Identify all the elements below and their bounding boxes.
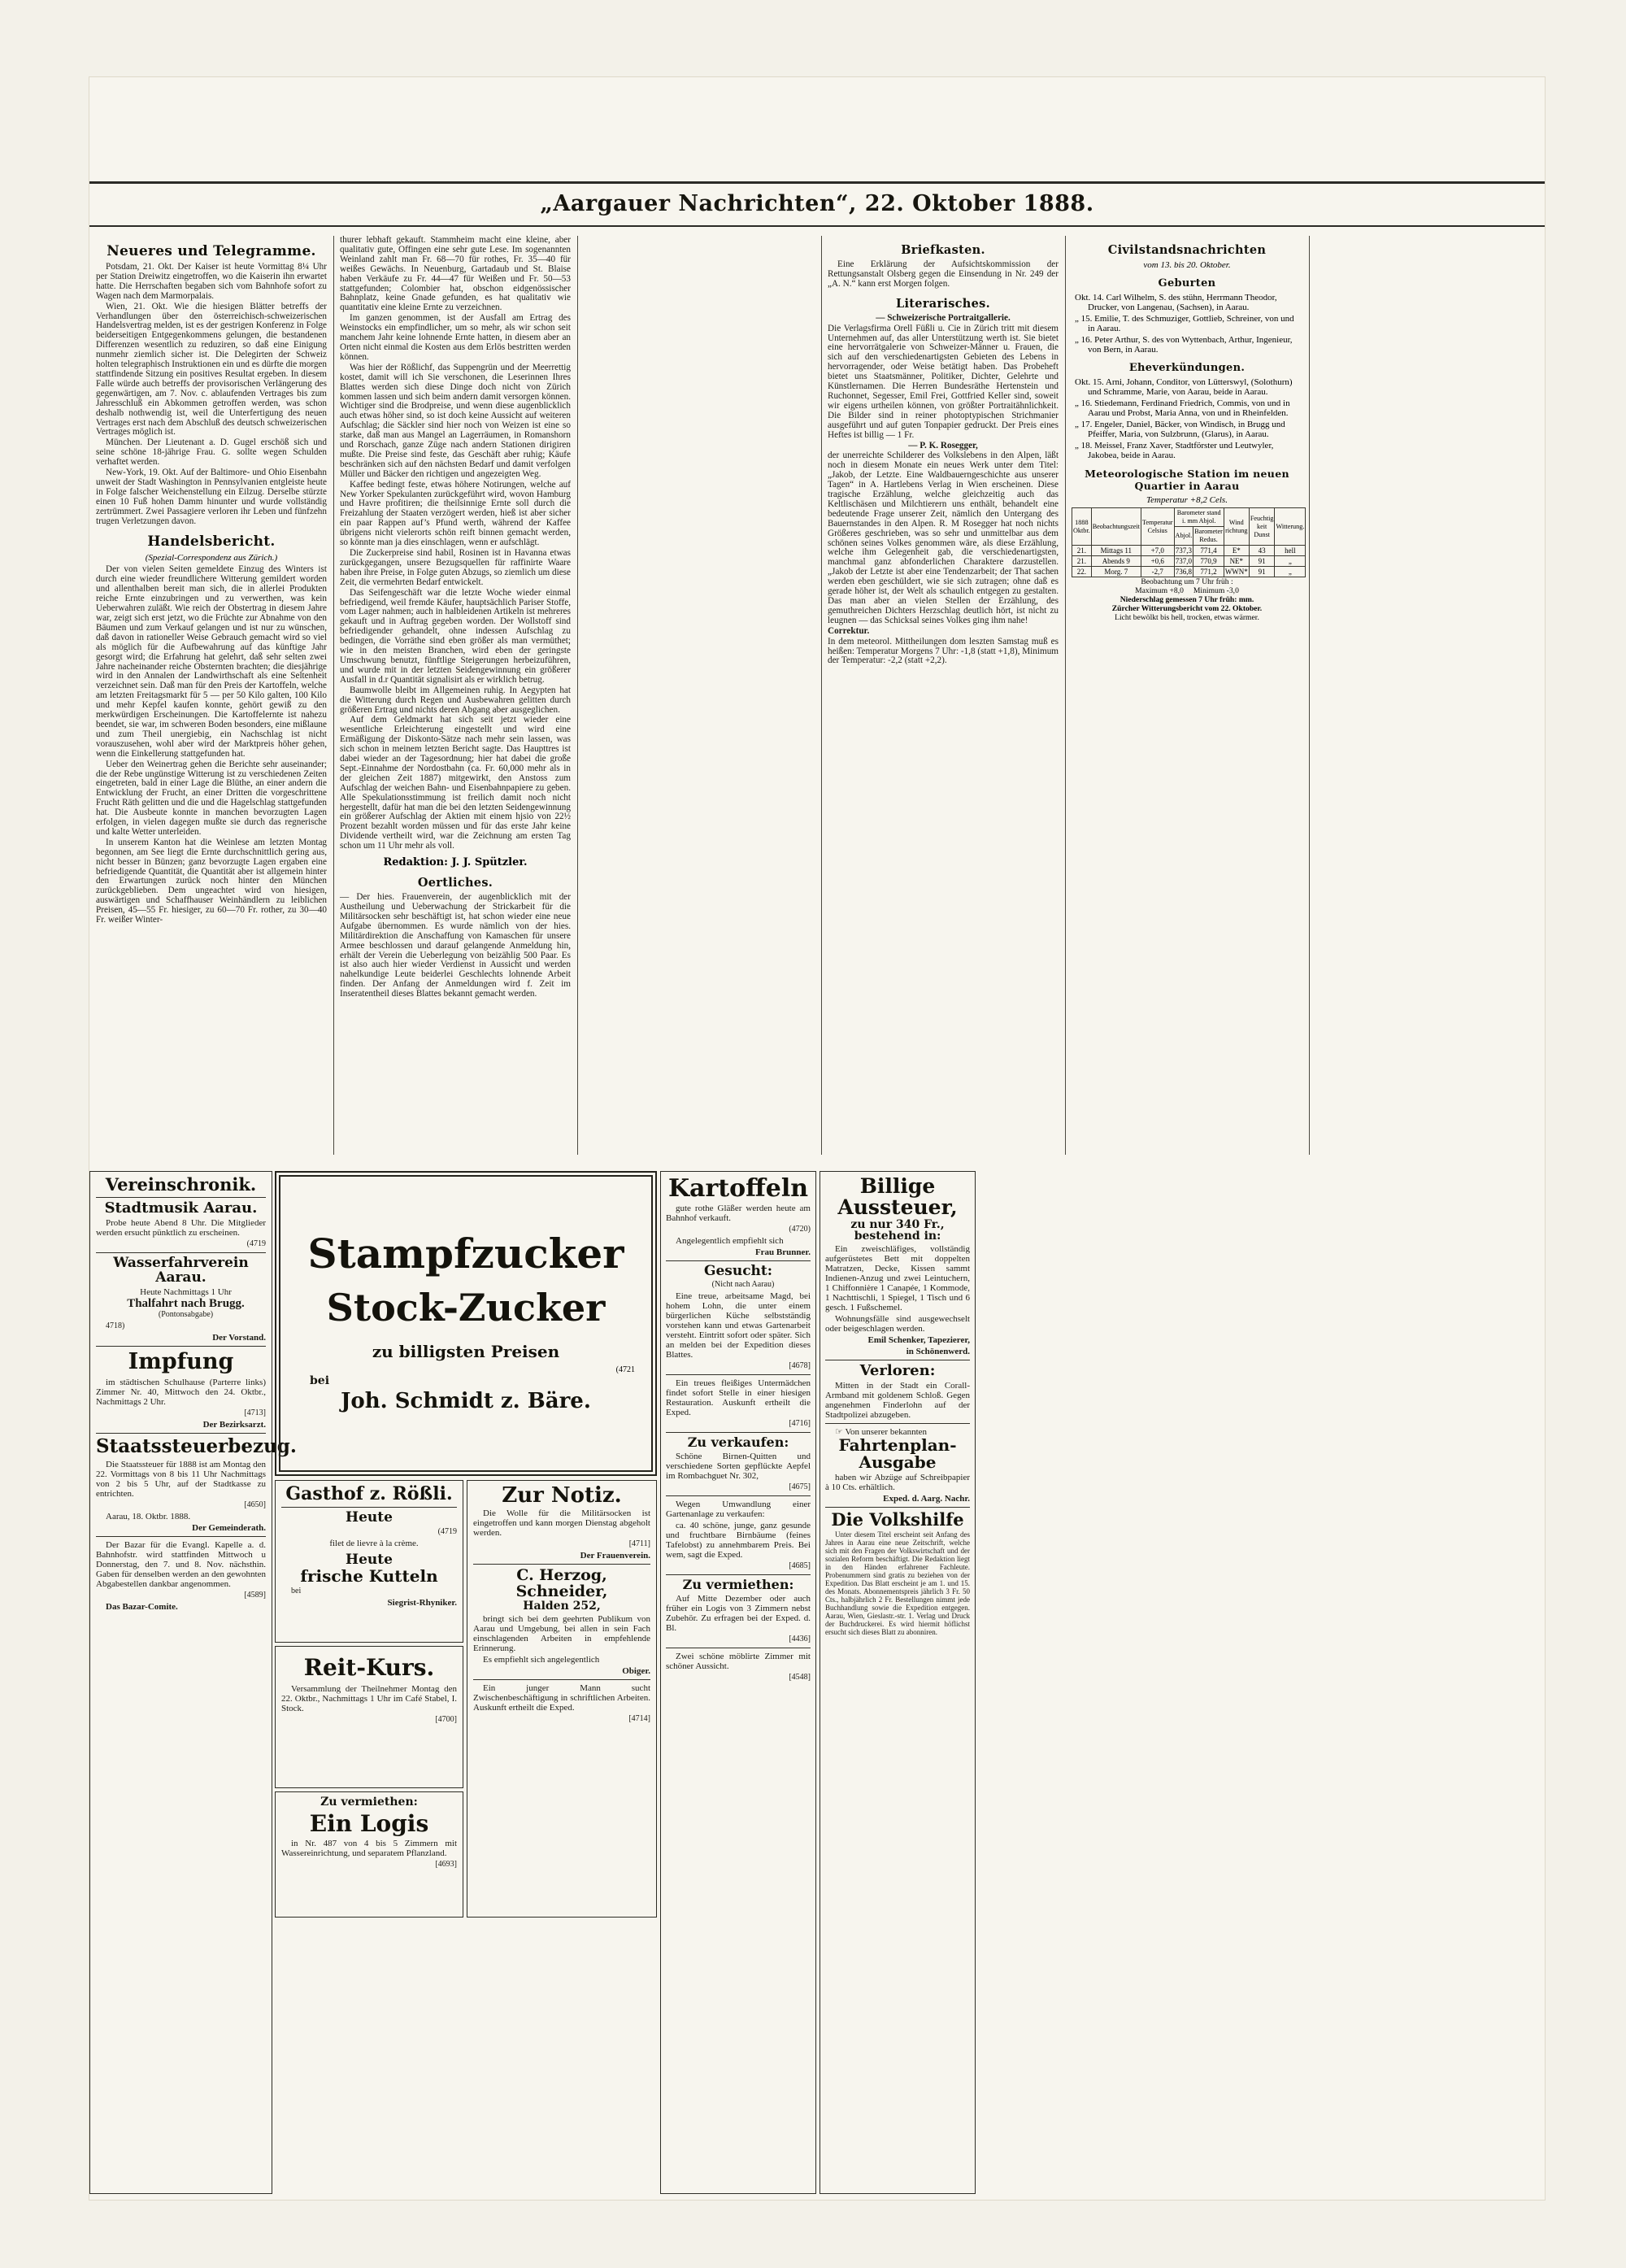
meteo-col-baro-abs: Abjol.: [1174, 527, 1193, 546]
ad-signature: Emil Schenker, Tapezierer,: [867, 1334, 970, 1345]
ad-subtitle-stadtmusik: Stadtmusik Aarau.: [104, 1199, 258, 1217]
meteo-maxmin: [1072, 586, 1302, 595]
ad-text: Ein junger Mann sucht Zwischenbeschäftigung in schriftlichen Arbeiten. Auskunft ertheilt die Exped.: [473, 1682, 650, 1713]
ad-title-impfung: Impfung: [128, 1348, 234, 1374]
ad-text: filet de lievre à la crème.: [329, 1538, 419, 1548]
news-paragraph: Potsdam, 21. Okt. Der Kaiser ist heute Vormittag 8¼ Uhr per Station Dreiwitz eingetroffen, wo die Kaiserin ihn erwartet hatte. Die Herrschaften begaben sich vom Bahnhofe sofort zu Wagen nach dem Marmorpalais.: [96, 262, 327, 301]
heading-handelsbericht: Handelsbericht.: [147, 533, 276, 551]
ad-text: in Nr. 487 von 4 bis 5 Zimmern mit Wassereinrichtung, und separatem Pflanzland.: [281, 1839, 457, 1859]
masthead-rule-bottom: [89, 225, 1545, 227]
ad-number: (4721: [615, 1365, 635, 1375]
ad-number: [4714]: [628, 1713, 650, 1723]
ad-signature: Siegrist-Rhyniker.: [387, 1597, 457, 1608]
meteo-max: Maximum +8,0: [1135, 586, 1184, 596]
table-cell: Morg. 7: [1091, 567, 1141, 577]
meteo-col-baro: Barometer stand i. mm Abjol.: [1174, 508, 1224, 527]
ehe-list: [1072, 377, 1302, 460]
table-cell: 771,2: [1193, 567, 1224, 577]
ad-text: Von unserer bekannten: [845, 1426, 928, 1437]
ad-line-stampfzucker: Stampfzucker: [307, 1229, 624, 1278]
handelsbericht-subtitle: (Spezial-Correspondenz aus Zürich.): [145, 553, 278, 564]
list-item: „ 17. Engeler, Daniel, Bäcker, von Windisch, in Brugg und Pfeiffer, Maria, von Sulzbrunn, (Glarus), in Aarau.: [1075, 420, 1285, 440]
ad-text: Wohnungsfälle sind ausgewechselt oder beigeschlagen werden.: [825, 1313, 970, 1334]
heading-literarisches: Literarisches.: [896, 296, 990, 311]
ad-text: Die Wolle für die Militärsocken ist eingetroffen und kann morgen Dienstag abgeholt werden.: [473, 1508, 650, 1539]
weather-table: [1072, 507, 1306, 577]
list-item: Okt. 14. Carl Wilhelm, S. des stühn, Herrmann Theodor, Drucker, von Langenau, (Sachsen), in Aarau.: [1075, 293, 1277, 313]
table-cell: NE*: [1224, 556, 1249, 567]
column-4: [821, 236, 1065, 1155]
ad-title: Vereinschronik.: [105, 1174, 257, 1195]
ad-line-bei: bei: [310, 1374, 330, 1388]
meteo-col-year: 1888 Oktbr.: [1072, 508, 1092, 546]
ad-number: [4678]: [789, 1361, 811, 1371]
ad-signature: Obiger.: [622, 1665, 650, 1676]
ad-number: [4700]: [435, 1715, 457, 1725]
ad-title-herzog: C. Herzog, Schneider,: [515, 1566, 608, 1601]
ad-text: (Nicht nach Aarau): [711, 1280, 775, 1290]
ad-signature-loc: in Schönenwerd.: [906, 1346, 970, 1356]
correction-text: In dem meteorol. Mittheilungen dom leszten Samstag muß es heißen: Temperatur Morgens 7 Uhr: -1,8 (statt +1,8), Minimum der Temperatur: -2,2 (statt +2,2).: [828, 636, 1059, 666]
table-cell: hell: [1275, 546, 1306, 556]
ad-text: (Pontonsabgabe): [158, 1309, 214, 1319]
ad-text: Eine treue, arbeitsame Magd, bei hohem Lohn, die unter einem bürgerlichen Küche selbstständig vorstehen kann und etwas Gartenarbeit versteht. Eintritt sofort oder später. Sich an melden bei der Expedition dieses Blattes.: [666, 1291, 811, 1360]
ad-text: Versammlung der Theilnehmer Montag den 22. Oktbr., Nachmittags 1 Uhr im Café Stabel, I. Stock.: [281, 1684, 457, 1714]
lit-subheading: — Schweizerische Portraitgallerie.: [876, 312, 1011, 323]
column-5: [1065, 236, 1309, 1155]
table-cell: 91: [1249, 567, 1275, 577]
heading-briefkasten: Briefkasten.: [901, 243, 985, 257]
ad-subtitle: zu nur 340 Fr., bestehend in:: [850, 1217, 945, 1243]
heading-meteo: Meteorologische Station im neuen Quartier in Aarau: [1085, 468, 1289, 493]
masthead-title: „Aargauer Nachrichten“, 22. Oktober 1888.: [540, 191, 1094, 216]
ad-text: Heute Nachmittags 1 Uhr: [140, 1286, 232, 1297]
meteo-report-text: Licht bewölkt bis hell, trocken, etwas wärmer.: [1115, 613, 1259, 623]
heading-oertliches: Oertliches.: [417, 876, 493, 890]
ad-line-stockzucker: Stock-Zucker: [326, 1286, 606, 1330]
ad-text: Mitten in der Stadt ein Corall-Armband mit goldenem Schloß. Gegen angenehmen Finderlohn auf der Stadtpolizei abzugeben.: [825, 1380, 970, 1420]
ad-title: Zur Notiz.: [502, 1483, 622, 1508]
meteo-observation-note: Beobachtung um 7 Uhr früh :: [1141, 577, 1233, 587]
news-paragraph: München. Der Lieutenant a. D. Gugel erschöß sich und seine schöne 18-jährige Frau. G. sollte wegen Schulden verhaftet werden.: [96, 437, 327, 468]
ad-text: ca. 40 schöne, junge, ganz gesunde und fruchtbare Birnbäume (feines Tafelobst) zu annehmbarem Preis. Bei wem, sagt die Exped.: [666, 1521, 811, 1561]
table-cell: 43: [1249, 546, 1275, 556]
ad-stampfzucker[interactable]: [275, 1171, 657, 1476]
news-paragraph: New-York, 19. Okt. Auf der Baltimore- und Ohio Eisenbahn unweit der Stadt Washington in Pennsylvanien entgleiste heute in Folge falscher Weichenstellung ein Eilzug. Derselbe stürzte einen 10 Fuß hohen Damm hinunter und wurde vollständig zertrümmert. Zwei Passagiere verloren ihr Leben und fünfzehn trugen Verletzungen davon.: [96, 468, 327, 526]
ad-logis[interactable]: [275, 1791, 463, 1918]
ad-number: [4650]: [244, 1500, 266, 1510]
ad-text: Ein treues fleißiges Untermädchen findet sofort Stelle in einer hiesigen Restauration. Auskunft ertheilt die Exped.: [666, 1378, 811, 1418]
meteo-col-weather: Witterung.: [1275, 508, 1306, 546]
table-cell: Mittags 11: [1091, 546, 1141, 556]
ad-title: Ein Logis: [309, 1809, 429, 1837]
handel-paragraph: Die Zuckerpreise sind habil, Rosinen ist in Havanna etwas zurückgegangen, unsere Bezugsquellen für raffinirte Waare haben ihre Preise, in Folge guten Abzugs, so ziemlich um diese Zeit, die vermehrten Bedarf entwickelt.: [340, 548, 571, 587]
ad-number: [4716]: [789, 1419, 811, 1429]
table-row: [1072, 556, 1306, 567]
ad-number: [4693]: [435, 1860, 457, 1870]
ad-number: (4720): [789, 1224, 811, 1234]
table-cell: Abends 9: [1091, 556, 1141, 567]
ad-title-volkshilfe: Die Volkshilfe: [831, 1508, 964, 1530]
heading-eheverkuendungen: Eheverkündungen.: [1128, 362, 1246, 375]
table-cell: 737,3: [1175, 546, 1193, 555]
heading-civilstand: Civilstandsnachrichten: [1107, 243, 1267, 257]
newspaper-sheet: [89, 77, 1545, 2200]
ad-zur-notiz[interactable]: [467, 1480, 657, 1918]
list-item: „ 18. Meissel, Franz Xaver, Stadtförster und Leutwyler, Jakobea, beide in Aarau.: [1075, 440, 1274, 461]
table-cell: +0,6: [1141, 556, 1174, 567]
ad-label-verloren: Verloren:: [859, 1361, 936, 1379]
hand-pointer-icon: ☞: [835, 1426, 843, 1437]
ad-text: Unter diesem Titel erscheint seit Anfang des Jahres in Aarau eine neue Zeitschrift, welche sich mit den Fragen der Volkswirtschaft und der sozialen Reform beschäftigt. Die Redaktion liegt in den Händen erfahrener Fachleute. Probenummern sind gratis zu beziehen von der Expedition. Das Blatt erscheint je am 1. und 15. des Monats. Abonnementspreis jährlich 3 Fr. 50 Cts., halbjährlich 2 Fr. Bestellungen nimmt jede Buchhandlung sowie die Expedition entgegen. Aarau, Wien, Gieslastr.-str. 1. Verlag und Druck der Buchdruckerei. Es wird hiermit höflichst ersucht sich dieses Blatt zu abonniren.: [825, 1530, 970, 1636]
ad-text: Es empfiehlt sich angelegentlich: [483, 1654, 600, 1665]
table-cell: 770,9: [1193, 556, 1224, 567]
ad-number: (4719: [246, 1238, 266, 1248]
ad-text: bei: [291, 1586, 302, 1595]
handel-paragraph: Das Seifengeschäft war die letzte Woche wieder einmal befriedigend, weil fremde Käufer, hauptsächlich Pariser Stoffe, vom Lager nahmen; auch in halbleidenen Artikeln ist mehreres gekauft und in Auftrag gegeben worden. Der Wollstoff sind befriedigender gehandelt, ohne indessen Aufschlag zu bedingen, die Vorräthe sind eben größer als man vermüthet; wie in den meisten Branchen, wird eben der geringste Umschwung benutzt, fünftlige Steigerungen herbeizuführen, und wurde mit in der letzten Seidengewinnung ein größerer Ausfall in d.r Quantität signalisirt als er wirklich betrug.: [340, 587, 571, 685]
heading-news: Neueres und Telegramme.: [107, 243, 316, 259]
ad-number: [4685]: [789, 1561, 811, 1571]
meteo-subtitle: Temperatur +8,2 Cels.: [1146, 495, 1228, 506]
table-cell: 21.: [1072, 546, 1092, 556]
meteo-precipitation: Niederschlag gemessen 7 Uhr früh: mm.: [1120, 595, 1254, 605]
ad-title: Gasthof z. Rößli.: [285, 1483, 453, 1504]
ad-number: (4719: [437, 1526, 457, 1536]
article-columns: [89, 236, 1545, 1155]
ad-text: Auf Mitte Dezember oder auch früher ein Logis von 3 Zimmern nebst Zubehör. Zu erfragen bei der Exped. d. Bl.: [666, 1593, 811, 1633]
handel-paragraph: Auf dem Geldmarkt hat sich seit jetzt wieder eine wesentliche Erleichterung eingestellt und wird eine Ermäßigung der Diskonto-Sätze nach mehr sein lassen, was sich schon in meinem letzten Bericht sagte. Das Haupttres ist dabei wieder an der Tagesordnung; hier hat dabei die große Sept.-Einnahme der Nordostbahn (ca. Fr. 60,000 mehr als in der gleichen Zeit 1887) mitgewirkt, den Anstoss zum Aufschlag der weichen Bahn- und Eisenbahnpapiere zu geben. Alle Spekulationsstimmung ist freilich damit noch nicht hergestellt, dafür hat man die bei den letzten Seidengewinnung ein größerer Aufschlag der Aktien mit einem hjsio von 22½ Prozent bezahlt worden müssen und für das erste Jahr keine Dividende vertheilt wird, war die Zeichnung am ersten Tag schon um 11 Uhr mehr als voll.: [340, 715, 571, 851]
ad-text: im städtischen Schulhause (Parterre links) Zimmer Nr. 40, Mittwoch den 24. Oktbr., Nachmittags 2 Uhr.: [96, 1377, 266, 1407]
ad-text: Thalfahrt nach Brugg.: [127, 1296, 245, 1310]
list-item: „ 15. Emilie, T. des Schmuziger, Gottlieb, Schreiner, von und in Aarau.: [1075, 313, 1294, 334]
ad-label-verkaufen: Zu verkaufen:: [687, 1434, 789, 1451]
heading-geburten: Geburten: [1158, 277, 1216, 289]
table-cell: „: [1275, 556, 1306, 567]
table-row: [1072, 546, 1306, 556]
correction-lead: Correktur.: [828, 625, 870, 636]
ad-signature: Exped. d. Aarg. Nachr.: [883, 1493, 970, 1504]
ad-text: gute rothe Gläßer werden heute am Bahnhof verkauft.: [666, 1203, 811, 1223]
handel-paragraph: thurer lebhaft gekauft. Stammheim macht eine kleine, aber qualitativ gute, Offingen eine sehr gute Lese. Im sogenannten Weinland zahlt man Fr. 68—70 für rothes, Fr. 35—40 für weißes Gewächs. In Neuenburg, Gartadaub und St. Blaise haben Verkäufe zu Fr. 44—47 für Weißen und Fr. 50—53 stattgefunden; Colombier hat, obschon eidgenössischer Bahnplatz, keine Gnade gefunden, es hat qualitativ wie quantitativ eine kleine Ernte zu verzeichnen.: [340, 235, 571, 313]
table-cell: WWN*: [1224, 568, 1248, 577]
ad-text: bringt sich bei dem geehrten Publikum von Aarau und Umgebung, bei allen in sein Fach einschlagenden Arbeiten in empfehlende Erinnerung.: [473, 1613, 650, 1653]
news-paragraph: Wien, 21. Okt. Wie die hiesigen Blätter betreffs der Verhandlungen über den österreichisch-schweizerischen Handelsvertrag melden, ist es der gestrigen Konferenz in Folge beiderseitigen Entgegenkommens gelungen, die bestandenen Differenzen wesentlich zu reduziren, so daß eine Einigung nunmehr ziemlich sicher ist. Die Delegirten der Schweiz holten telegraphisch Instruktionen ein und es dürfte die morgen stattfindende Sitzung ein positives Resultat ergeben. In diesem Falle würde auch betreffs der provisorischen Verlängerung des gegenwärtigen, am 7. Nov. c. ablaufenden Vertrages bis zum Jahresschluß ein Abkommen getroffen werden, was schon deshalb nothwendig ist, weil die Unterfertigung des neuen Vertrages erst nach dem Abschluß des deutsch schweizerischen Vertrages möglich ist.: [96, 301, 327, 437]
ad-label: Zu vermiethen:: [320, 1796, 418, 1809]
lit-lead: — P. K. Rosegger,: [908, 440, 978, 451]
ad-signature: Der Vorstand.: [212, 1332, 266, 1343]
ad-text: Aarau, 18. Oktbr. 1888.: [106, 1512, 191, 1522]
ad-text: Angelegentlich empfiehlt sich: [676, 1235, 784, 1246]
meteo-col-wind: Wind richtung: [1224, 508, 1249, 546]
ad-line-schmidt: Joh. Schmidt z. Bäre.: [341, 1389, 591, 1414]
table-cell: 737,0: [1175, 557, 1193, 566]
lit-paragraph: Die Verlagsfirma Orell Füßli u. Cie in Zürich tritt mit diesem Unternehmen auf, das aller Unterstützung werth ist. Sie bietet eine hervorrätgalerie von Schweizer-Männer u. Frauen, die sich auf den verschiedenartigsten Gebieten des Lebens in hervorragender, oder Weise betätigt haben. Das Probeheft bietet uns Staatsmänner, Politiker, Dichter, Gelehrte und Künstlernamen. Die Herren Bundesräthe Hertenstein und Ruchonnet, Segesser, Emil Frei, Gottfried Keller sind, soweit wir eigens urtheilen können, von größter Portraitähnlichkeit. Die Bilder sind in reiner photoptypischen Strichmanier ausgeführt und auf guten Tonpapier gedruckt. Der Preis eines Heftes ist billig — 1 Fr.: [828, 323, 1059, 440]
ad-line-preise: zu billigsten Preisen: [372, 1342, 560, 1362]
table-cell: 736,8: [1175, 568, 1193, 577]
table-cell: 22.: [1072, 567, 1092, 577]
ad-text: Ein zweischläfiges, vollständig aufgerüstetes Bett mit doppelten Matratzen, Decke, Kissen sammt Indienen-Anzug und zwei Leintuchern, 1 Chiffonnière 1 Canapée, 1 Kommode, 1 Nachttischli, 1 Spiegel, 1 Tisch und 6 gesch. 1 Fußschemel.: [825, 1243, 970, 1312]
ad-signature: Das Bazar-Comite.: [106, 1602, 178, 1613]
ad-label-vermiethen: Zu vermiethen:: [682, 1577, 794, 1593]
ad-number: [4713]: [244, 1408, 266, 1417]
ad-title: Billige Aussteuer,: [837, 1174, 958, 1220]
editor-signature: Redaktion: J. J. Spützler.: [383, 856, 528, 869]
ad-number: 4718): [106, 1321, 125, 1330]
ad-number: [4589]: [244, 1591, 266, 1600]
ad-signature: Der Frauenverein.: [580, 1551, 650, 1561]
table-row: [1072, 567, 1306, 577]
table-cell: E*: [1224, 546, 1249, 556]
ad-subtitle-wasserfahrverein: Wasserfahrverein Aarau.: [113, 1254, 249, 1286]
ad-text: Die Staatssteuer für 1888 ist am Montag den 22. Vormittags von 8 bis 11 Uhr Nachmittags von 2 bis 5 Uhr, auf der Stadtkasse zu entrichten.: [96, 1460, 266, 1500]
ad-text: Probe heute Abend 8 Uhr. Die Mitglieder werden ersucht pünktlich zu erscheinen.: [96, 1217, 266, 1238]
ad-text: Der Bazar für die Evangl. Kapelle a. d. Bahnhofstr. wird stattfinden Mittwoch u Donnerstag, den 7. und 8. Nov. nächsthin. Gaben für denselben werden an den gewohnten Abgabestellen dankbar angenommen.: [96, 1540, 266, 1590]
handel-paragraph: Kaffee bedingt feste, etwas höhere Notirungen, welche auf New Yorker Spekulanten zurückgeführt wird, wovon Hamburg und Havre profitiren; die theilsinnige Ernte soll durch die Freizahlung der Staaten verzögert werden, hieß ist aber sicher ein paar Rappen auf’s Pfund werth, während der Kaffee übrigens nicht vielerorts schön reift binnen gemacht werden, so könnte man ja dies einschlagen, wenn er aufschlägt.: [340, 479, 571, 548]
meteo-report-title: Zürcher Witterungsbericht vom 22. Oktober.: [1111, 604, 1263, 614]
meteo-col-temp: Temperatur Celsius: [1141, 508, 1174, 546]
ad-text: Heute: [346, 1551, 393, 1568]
ad-title-staatssteuerbezug: Staatssteuerbezug.: [96, 1434, 297, 1457]
ad-gasthof-roessli[interactable]: [275, 1480, 463, 1643]
local-paragraph: — Der hies. Frauenverein, der augenblicklich mit der Austheilung und Ueberwachung der Strickarbeit für die Militärsocken sehr beschäftigt ist, hat schon wieder eine neue Aufgabe übernommen. Es wurde nämlich von der hies. Militärdirektion die Anschaffung von Kamaschen für unsere Armee beschlossen und darauf gelangende Anmeldung hin, erhält der Verein die Ueberlegung von beizählig 500 Paar. Es ist also auch hier wieder Verdienst in Aussicht und werden nahelkundige Leute beiderlei Geschlechts lohnende Arbeit finden. Der Anfang der Anmeldungen wird f. Zeit im Inseratentheil dieses Blattes bekannt gemacht werden.: [340, 892, 571, 999]
table-cell: +7,0: [1141, 546, 1174, 556]
ad-label-gesucht: Gesucht:: [703, 1262, 773, 1279]
ad-text: Schöne Birnen-Quitten und verschiedene Sorten gepflückte Aepfel im Rombachguet Nr. 302,: [666, 1452, 811, 1482]
ad-signature: Der Gemeinderath.: [192, 1523, 266, 1534]
list-item: Okt. 15. Arni, Johann, Conditor, von Lütterswyl, (Solothurn) und Schramme, Marie, von Aarau, beide in Aarau.: [1075, 377, 1293, 398]
masthead-rule-top: [89, 181, 1545, 184]
table-cell: 91: [1249, 556, 1275, 567]
handel-paragraph: Was hier der Rößlichf, das Suppengrün und der Meerrettig kostet, damit will ich Sie verschonen, die Leserinnen Ihres Blattes werden sich diese Dinge doch nicht von Zürich kommen lassen und sich beim andern damit versorgen können. Wichtiger sind die Brodpreise, und wenn diese augenblicklich auch etwas höher sind, so ist doch keine Aussicht auf weiteren Aufschlag; die Säckler sind hier noch von Weizen ist eine so starke, daß man aus Mangel an Lagerräumen, in Romanshorn und Rorschach, ganze Züge nach andern Stationen dirigiren mußte. Die Preise sind feste, das Geschäft aber ruhig; Käufe beschränken sich auf den nächsten Bedarf und damit verfolgen Müller und Bäcker den richtigen und angezeigten Weg.: [340, 362, 571, 479]
column-1: [89, 236, 333, 1155]
ad-number: [4711]: [628, 1539, 650, 1549]
column-2: [333, 236, 577, 1155]
meteo-col-humidity: Feuchtig keit Dunst: [1249, 508, 1275, 546]
ad-text: frische Kutteln: [300, 1565, 438, 1586]
ad-title: Reit-Kurs.: [303, 1654, 435, 1681]
ad-text: Halden 252,: [523, 1600, 601, 1613]
ad-signature: Der Bezirksarzt.: [202, 1419, 266, 1430]
list-item: „ 16. Stiedemann, Ferdinand Friedrich, Commis, von und in Aarau und Probst, Maria Anna, von und in Rheinfelden.: [1075, 398, 1290, 419]
ad-title-fahrtenplan: Fahrtenplan-Ausgabe: [838, 1434, 957, 1472]
lit-paragraph: der unerreichte Schilderer des Volkslebens in den Alpen, läßt noch in diesem Monate ein neues Werk unter dem Titel: „Jakob, der Letzte. Eine Waldbauerngeschichte aus unserer Tagen“ in A. Hartlebens Verlag in Wien erscheinen. Diese tragische Erzählung, welche gleichzeitig auch das Keltlischäsen und Milchtierern uns enthält, behandelt eine bedeutende Frage unserer Zeit, nämlich den Untergang des Bauernstandes in den Alpen. R. M Rosegger hat noch nichts Größeres geschrieben, was so sehr und unmittelbar aus dem schönen seines Volkes genommen wäre, als diese Erzählung, welche ihm Gelegenheit gab, die verschiedenartigsten, manchmal ganz abfonderlichen Charaktere darzustellen. „Jakob der Letzte ist aber eine Tendenzarbeit; der That sachen werden eben geschüldert, wie sie sich zutragen; ohne daß es gerade höher ist, der Welt als schaulich entgegen zu gestalten. Das man aber an vielen Stellen der Erzählung, des gemuthreichen Dichters Herzschlag deutlich hört, ist nicht zu leugnen — das Schicksal seines Volkes ging ihm nahe!: [828, 451, 1059, 625]
handel-paragraph: Baumwolle bleibt im Allgemeinen ruhig. In Aegypten hat die Witterung durch Regen und Ausbewahren gelitten durch größeren Ertrag und nichts deren Abgang aber ausgeglichen.: [340, 685, 571, 715]
ad-text: Zwei schöne möblirte Zimmer mit schöner Aussicht.: [666, 1651, 811, 1671]
table-cell: 21.: [1072, 556, 1092, 567]
handel-paragraph: Ueber den Weinertrag gehen die Berichte sehr auseinander; die der Rebe ungünstige Witterung ist zu verschiedenen Zeiten eingetreten, bald in einer Lage die Blüthe, an einer andern die Entwicklung der Frucht, an einer Dritten die vorgeschrittene Frucht Räth gelitten und die und die Hagelschlag stattgefunden hat. Die Ausbeute konnte in manchen bevorzugten Lagen erfolgen, in vielen dagegen mußte sie durch das regnerische und kalte Wetter unterleiden.: [96, 759, 327, 837]
advertisements: [89, 1171, 1545, 2194]
ad-reitkurs[interactable]: [275, 1646, 463, 1788]
table-cell: „: [1275, 567, 1306, 577]
list-item: „ 16. Peter Arthur, S. des von Wyttenbach, Arthur, Ingenieur, von Bern, in Aarau.: [1075, 334, 1293, 355]
ad-number: [4436]: [789, 1634, 811, 1643]
table-cell: -2,7: [1141, 567, 1174, 577]
ad-text: Heute: [346, 1509, 393, 1526]
table-cell: 771,4: [1193, 546, 1224, 556]
meteo-col-time: Beobachtungszeit: [1091, 508, 1141, 546]
ad-signature: Frau Brunner.: [754, 1247, 811, 1257]
briefkasten-text: Eine Erklärung der Aufsichtskommission der Rettungsanstalt Olsberg gegen die Einsendung in Nr. 249 der „A. N.“ kann erst Morgen folgen.: [828, 259, 1059, 289]
meteo-min: Minimum -3,0: [1193, 586, 1239, 596]
meteo-col-baro-red: Barometer Redus.: [1193, 527, 1224, 546]
civilstand-subtitle: vom 13. bis 20. Oktober.: [1143, 260, 1231, 270]
ad-number: [4675]: [789, 1482, 811, 1492]
ad-aussteuer[interactable]: [820, 1171, 976, 2194]
ad-number: [4548]: [789, 1672, 811, 1682]
ad-text: Wegen Umwandlung einer Gartenanlage zu verkaufen:: [666, 1500, 811, 1520]
handel-paragraph: Im ganzen genommen, ist der Ausfall am Ertrag des Weinstocks ein empfindlicher, um so mehr, als wir schon seit manchem Jahr keine lohnende Ernte hatten, in diesem aber an Orten nicht einmal die Kosten aus dem Erlös bestritten werden können.: [340, 313, 571, 362]
ad-title: Kartoffeln: [667, 1174, 809, 1203]
handel-paragraph: Der von vielen Seiten gemeldete Einzug des Winters ist durch eine wieder freundlichere Witterung gemildert worden und allenthalben bereit man sich, die in allerlei Produkten reiche Ernte einzubringen und zu verwerthen, was kein Ueberwahren zuläßt. Wie reich der Obstertrag in diesem Jahre war, zeigt sich erst jetzt, wo die Früchte zur Abnahme von den Bäumen und zum Verkauf gelangen und ist nur zu wünschen, daß davon in rationeller Weise Gebrauch gemacht wird so viel als möglich für die Aufbewahrung auf das künftige Jahr gesorgt wird; die Erfahrung hat gelehrt, daß sehr selten zwei Jahre nacheinander reiche Obsternten brachten; die diesjährige wird in den Annalen der Landwirthschaft als eine Seltenheit verzeichnet sein. Daß man für den Preis der Kartoffeln, welche am letzten Freitagsmarkt für 5 — per 50 Kilo galten, 100 Kilo und mehr Kepfel kaufen konnte, gehört gewiß zu den merkwürdigen Erscheinungen. Die Kartoffelernte ist nahezu beendet, sie war, im schweren Boden besonders, eine mißlaune und zum Theil unergiebig, ein Nachschlag ist nicht vorauszusehen, wohl aber wird der Marktpreis höher gehen, wenn die Einkellerung stattgefunden hat.: [96, 564, 327, 759]
ad-text: haben wir Abzüge auf Schreibpapier à 10 Cts. erhältlich.: [825, 1472, 970, 1492]
geburten-list: [1072, 293, 1302, 355]
handel-paragraph: In unserem Kanton hat die Weinlese am letzten Montag begonnen, am See liegt die Ernte durchschnittlich gering aus, nicht besser in Bünzen; ganz bevorzugte Lagen ergaben eine befriedigende Quantität, die Quantität aber ist allgemein hinter den Erwartungen zurück noch hinter den München zurückgeblieben. Dem ungeachtet wird von hiesigen, auswärtigen und Schaffhauser Weinhändlern zu leiblichen Preisen, 45—55 Fr. hiesiger, zu 60—70 Fr. rother, zu 30—40 Fr. weißer Winter-: [96, 837, 327, 925]
ad-kartoffeln[interactable]: [660, 1171, 816, 2194]
